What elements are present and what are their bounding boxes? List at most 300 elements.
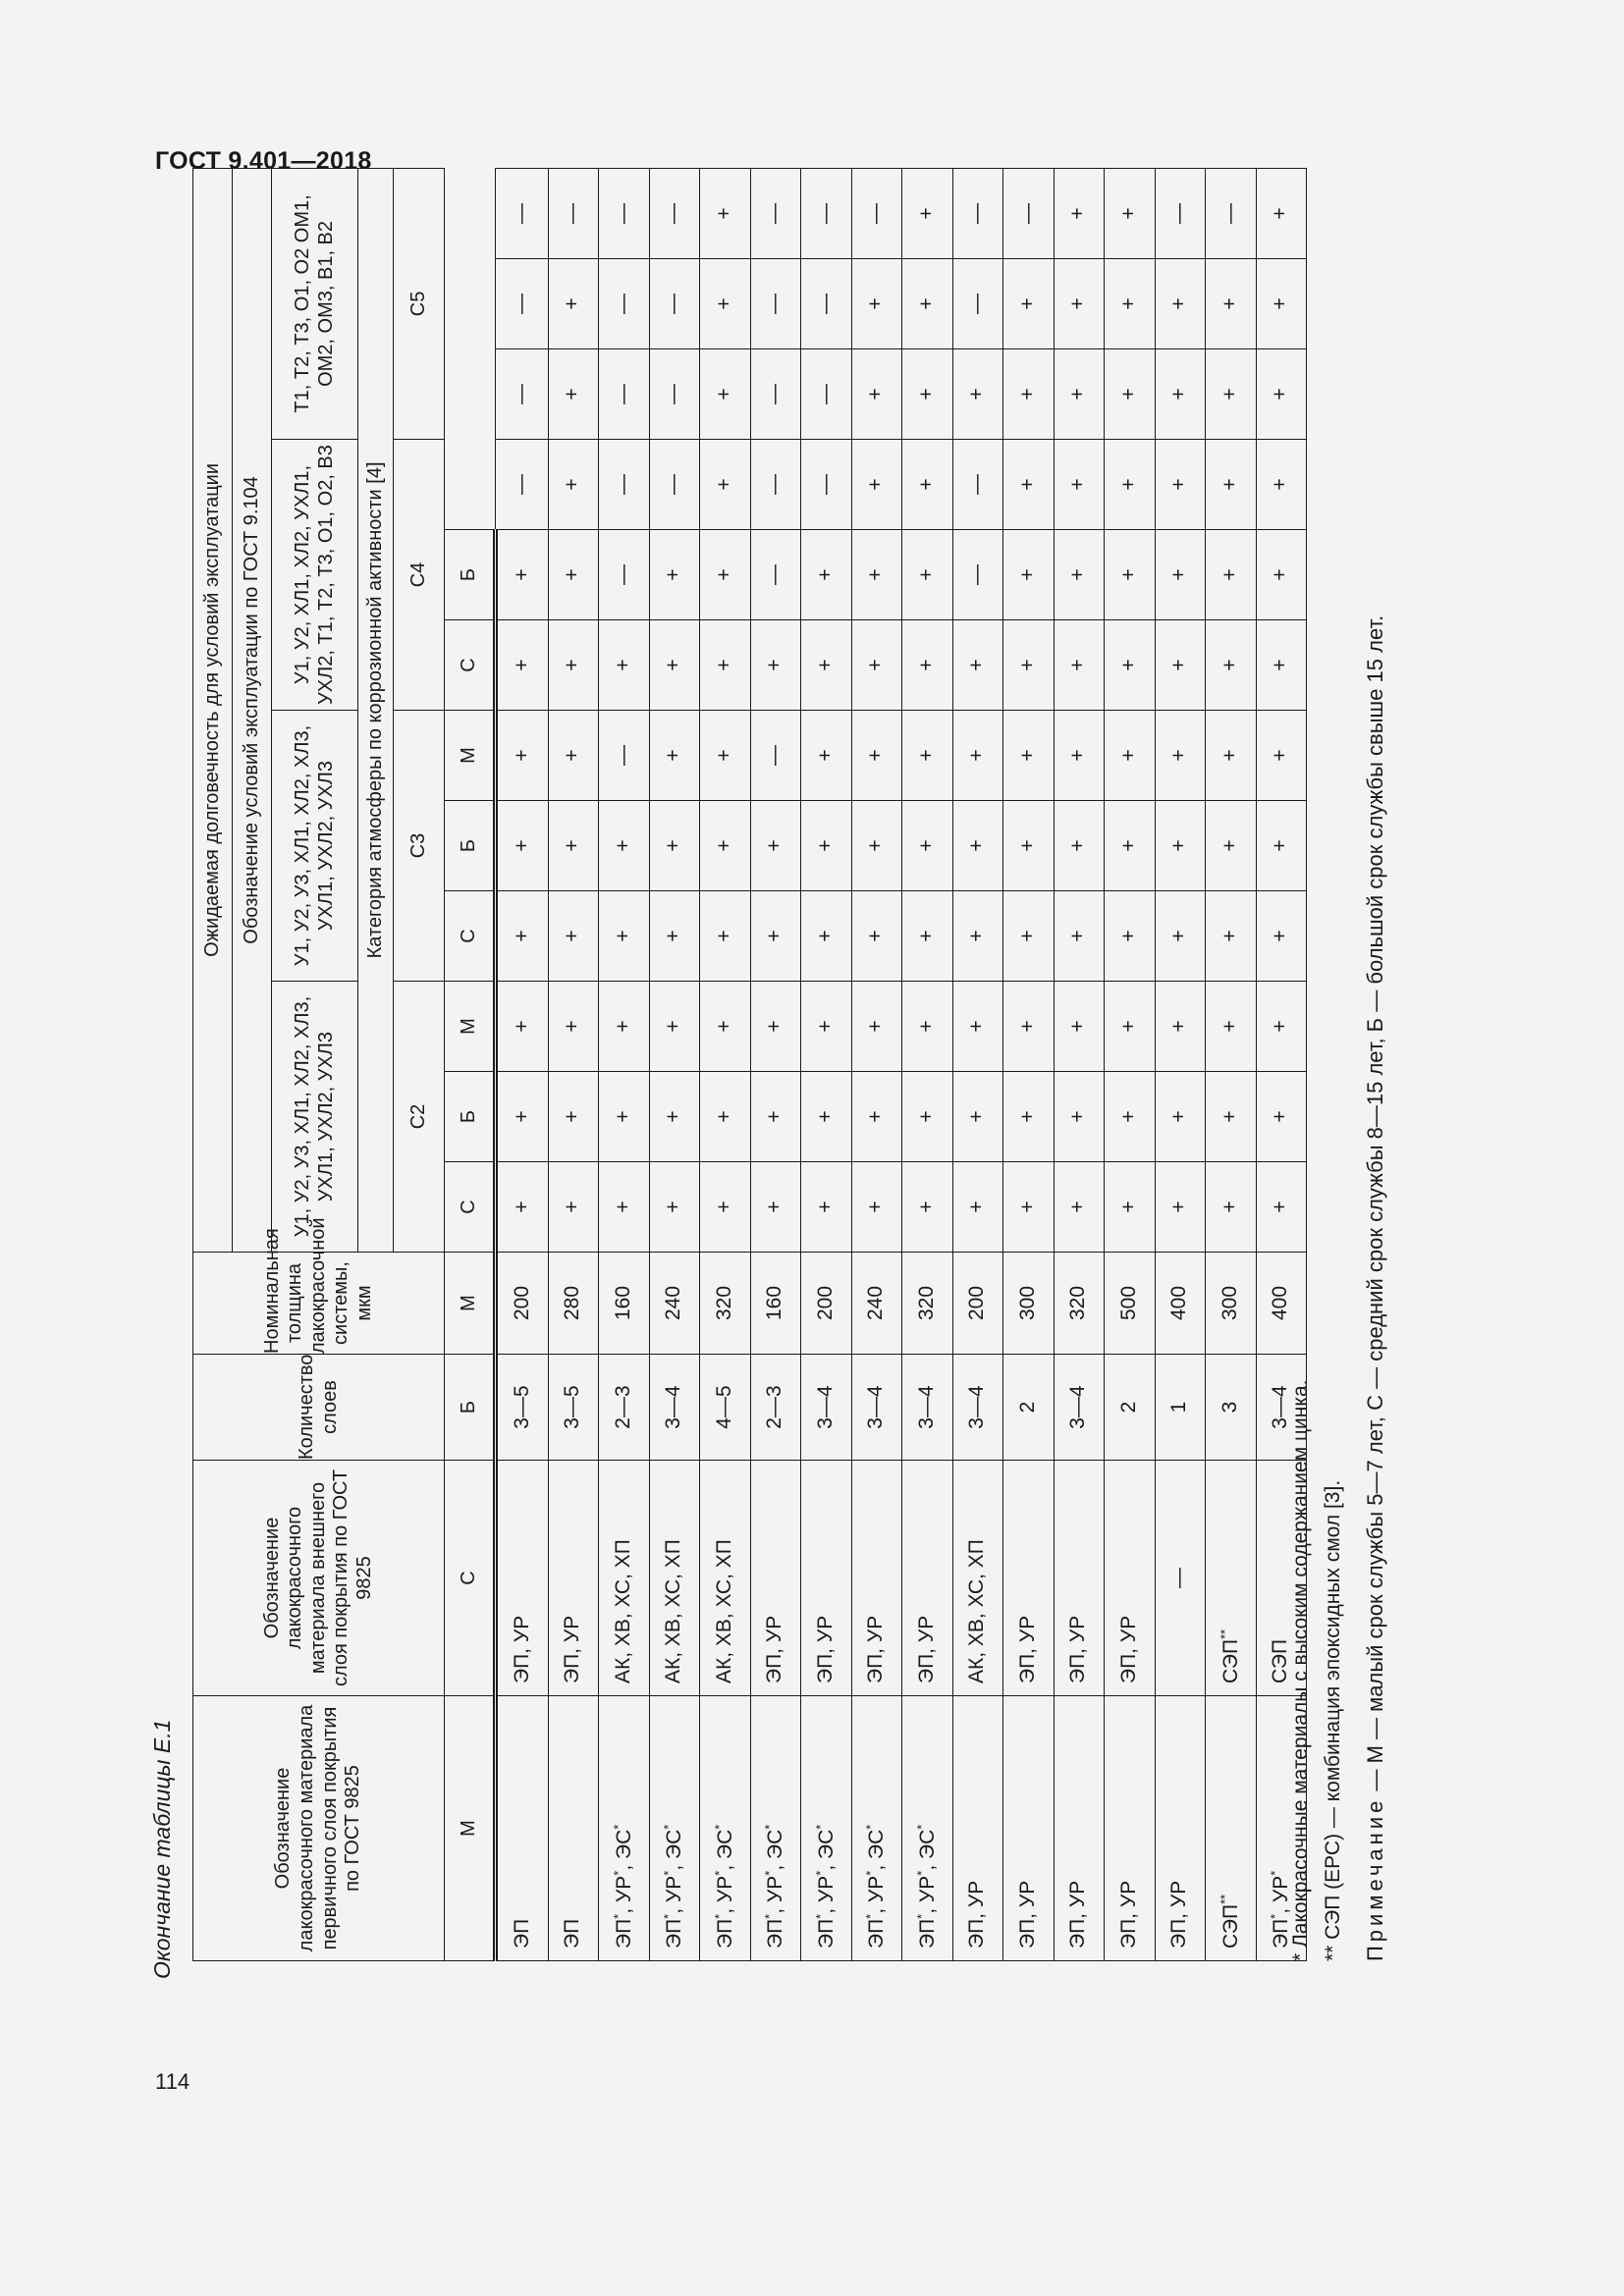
rating-cell: — [952,259,1003,349]
rating-cell: — [952,530,1003,620]
table-row [649,168,700,1960]
topcoat-cell: ЭП, УР [1003,1461,1055,1696]
rating-cell: + [548,259,599,349]
header-term: Б [445,1072,496,1162]
layers-cell: 3—4 [649,1355,700,1461]
rating-cell: + [1155,801,1206,891]
rating-cell: + [649,711,700,801]
rating-cell: + [1256,349,1307,440]
rating-cell: + [1054,168,1105,258]
rating-cell: + [801,1162,852,1253]
rating-cell: — [599,259,650,349]
rating-cell: + [1206,982,1257,1072]
rating-cell: + [649,982,700,1072]
rating-cell: + [548,801,599,891]
primer-cell: ЭП*, УР*, ЭС* [801,1696,852,1961]
header-cat-c2: С2 [394,982,445,1253]
rating-cell: + [496,620,549,711]
rating-cell: + [1155,530,1206,620]
rating-cell: + [801,982,852,1072]
header-term: С [445,1162,496,1253]
rating-cell: + [750,801,801,891]
primer-cell: ЭП*, УР*, ЭС* [700,1696,751,1961]
rating-cell: + [1105,620,1156,711]
rating-cell: + [496,530,549,620]
topcoat-cell: АК, ХВ, ХС, ХП [952,1461,1003,1696]
rating-cell: — [750,711,801,801]
thickness-cell: 320 [700,1253,751,1355]
rating-cell: + [952,801,1003,891]
primer-cell: ЭП [548,1696,599,1961]
rating-cell: + [902,349,953,440]
primer-cell: ЭП, УР [1054,1696,1105,1961]
topcoat-cell: ЭП, УР [801,1461,852,1696]
primer-cell: ЭП*, УР*, ЭС* [750,1696,801,1961]
topcoat-cell: АК, ХВ, ХС, ХП [599,1461,650,1696]
rating-cell: + [599,801,650,891]
page-number: 114 [155,2069,190,2094]
rating-cell: + [1054,891,1105,982]
rating-cell: — [952,440,1003,530]
rating-cell: + [902,168,953,258]
rating-cell: — [599,711,650,801]
rating-cell: + [1206,801,1257,891]
rating-cell: + [851,530,902,620]
rating-cell: + [801,891,852,982]
rating-cell: + [750,891,801,982]
topcoat-cell: СЭП** [1206,1461,1257,1696]
rating-cell: — [496,259,549,349]
rating-cell: + [1155,620,1206,711]
rating-cell: + [649,1162,700,1253]
rating-cell: + [700,801,751,891]
rating-cell: + [1256,1072,1307,1162]
rating-cell: + [1206,891,1257,982]
header-thickness: Номинальная толщина лакокрасочной системы, мкм [193,1253,445,1355]
rating-cell: — [801,440,852,530]
rating-cell: + [1155,982,1206,1072]
rating-cell: — [649,168,700,258]
rating-cell: + [1206,1162,1257,1253]
rating-cell: + [902,891,953,982]
rating-cell: + [700,620,751,711]
rating-cell: — [952,168,1003,258]
layers-cell: 1 [1155,1355,1206,1461]
rating-cell: — [496,349,549,440]
layers-cell: 3—4 [1054,1355,1105,1461]
table-row [599,168,650,1960]
rating-cell: + [1003,1162,1055,1253]
rating-cell: + [902,982,953,1072]
table-row [496,168,549,1960]
topcoat-cell: ЭП, УР [1105,1461,1156,1696]
rating-cell: + [1206,259,1257,349]
header-term: Б [445,530,496,620]
table-row [1105,168,1156,1960]
rating-cell: + [1155,891,1206,982]
rating-cell: + [599,1072,650,1162]
rating-cell: + [902,1162,953,1253]
rating-cell: + [952,982,1003,1072]
header-primer: Обозначение лакокрасочного материала первичного слоя покрытия по ГОСТ 9825 [193,1696,445,1961]
thickness-cell: 200 [496,1253,549,1355]
rating-cell: — [801,349,852,440]
primer-cell: ЭП [496,1696,549,1961]
rating-cell: + [952,711,1003,801]
header-term: М [445,982,496,1072]
header-cat-c3: С3 [394,711,445,982]
rating-cell: + [649,891,700,982]
primer-cell: ЭП*, УР*, ЭС* [902,1696,953,1961]
header-terms-row [445,168,496,1960]
rating-cell: + [548,440,599,530]
thickness-cell: 200 [952,1253,1003,1355]
rating-cell: — [750,530,801,620]
rating-cell: + [1105,440,1156,530]
layers-cell: 3 [1206,1355,1257,1461]
rating-cell: + [902,440,953,530]
rating-cell: — [1206,168,1257,258]
layers-cell: 3—4 [902,1355,953,1461]
header-term: С [445,891,496,982]
topcoat-cell: СЭП [1256,1461,1307,1696]
rating-cell: + [952,891,1003,982]
rating-cell: + [1256,711,1307,801]
thickness-cell: 280 [548,1253,599,1355]
rating-cell: + [851,440,902,530]
rating-cell: + [750,982,801,1072]
rating-cell: + [750,620,801,711]
rating-cell: + [1054,440,1105,530]
rating-cell: + [952,1072,1003,1162]
thickness-cell: 320 [902,1253,953,1355]
rating-cell: + [649,620,700,711]
table-row [548,168,599,1960]
rating-cell: + [1256,891,1307,982]
rating-cell: + [1155,1162,1206,1253]
rating-cell: + [1054,530,1105,620]
header-term: М [445,1253,496,1355]
header-cond-c4: У1, У2, ХЛ1, ХЛ2, УХЛ1, УХЛ2, Т1, Т2, Т3, О1, О2, В3 [272,440,358,711]
header-category: Категория атмосферы по коррозионной активности [4] [358,168,394,1252]
rating-cell: + [649,801,700,891]
durability-table [192,168,1307,1961]
rating-cell: + [952,1162,1003,1253]
rating-cell: + [851,349,902,440]
rating-cell: + [1155,711,1206,801]
rating-cell: — [496,440,549,530]
rating-cell: + [1054,1162,1105,1253]
rating-cell: + [1105,982,1156,1072]
topcoat-cell: ЭП, УР [902,1461,953,1696]
rating-cell: + [1054,982,1105,1072]
rating-cell: + [1256,168,1307,258]
thickness-cell: 240 [851,1253,902,1355]
primer-cell: СЭП** [1206,1696,1257,1961]
header-term: С [445,1461,496,1696]
rating-cell: — [599,440,650,530]
rating-cell: + [902,801,953,891]
rating-cell: + [1105,530,1156,620]
rating-cell: + [1206,620,1257,711]
layers-cell: 3—4 [1256,1355,1307,1461]
thickness-cell: 300 [1003,1253,1055,1355]
rating-cell: + [548,349,599,440]
topcoat-cell: — [1155,1461,1206,1696]
table-row [952,168,1003,1960]
topcoat-cell: АК, ХВ, ХС, ХП [649,1461,700,1696]
rating-cell: + [902,259,953,349]
rating-cell: + [851,1072,902,1162]
rating-cell: + [496,711,549,801]
rating-cell: + [1054,1072,1105,1162]
rating-cell: + [1003,1072,1055,1162]
rating-cell: + [1206,349,1257,440]
rating-cell: — [750,168,801,258]
rating-cell: + [1003,711,1055,801]
rating-cell: + [548,982,599,1072]
rating-cell: + [1256,982,1307,1072]
rating-cell: + [1256,801,1307,891]
primer-cell: ЭП*, УР* [1256,1696,1307,1961]
table-row [1003,168,1055,1960]
rating-cell: + [1003,891,1055,982]
layers-cell: 2 [1003,1355,1055,1461]
topcoat-cell: АК, ХВ, ХС, ХП [700,1461,751,1696]
rating-cell: + [1155,349,1206,440]
rating-cell: + [1054,620,1105,711]
rating-cell: + [548,1072,599,1162]
rating-cell: — [851,168,902,258]
rating-cell: + [700,891,751,982]
rating-cell: + [851,801,902,891]
rating-cell: + [700,440,751,530]
rating-cell: + [599,1162,650,1253]
rating-cell: + [1003,620,1055,711]
rating-cell: + [1054,259,1105,349]
rating-cell: + [1054,801,1105,891]
primer-cell: ЭП*, УР*, ЭС* [851,1696,902,1961]
rating-cell: — [599,349,650,440]
rating-cell: + [1003,349,1055,440]
thickness-cell: 200 [801,1253,852,1355]
header-cat-c5: С5 [394,168,445,439]
topcoat-cell: ЭП, УР [851,1461,902,1696]
header-cat-c4: С4 [394,440,445,711]
header-layers: Количество слоев [193,1355,445,1461]
rating-cell: + [902,530,953,620]
rating-cell: + [1256,259,1307,349]
rating-cell: + [801,620,852,711]
rating-cell: + [700,711,751,801]
rating-cell: + [851,259,902,349]
layers-cell: 2 [1105,1355,1156,1461]
layers-cell: 3—4 [851,1355,902,1461]
primer-cell: ЭП, УР [1155,1696,1206,1961]
rating-cell: + [1105,801,1156,891]
rating-cell: + [801,1072,852,1162]
rating-cell: + [599,891,650,982]
rating-cell: + [1256,440,1307,530]
rating-cell: + [801,711,852,801]
rating-cell: + [599,982,650,1072]
rating-cell: + [902,620,953,711]
rating-cell: + [1256,620,1307,711]
table-row [1206,168,1257,1960]
rating-cell: + [750,1072,801,1162]
thickness-cell: 400 [1155,1253,1206,1355]
layers-cell: 3—5 [548,1355,599,1461]
note-text: — М — малый срок службы 5—7 лет, С — средний срок службы 8—15 лет, Б — большой срок службы свыше 15 лет. [1363,614,1387,1797]
header-conditions: Обозначение условий эксплуатации по ГОСТ 9.104 [233,168,272,1252]
rating-cell: + [952,349,1003,440]
rating-cell: + [1206,711,1257,801]
rating-cell: + [750,1162,801,1253]
thickness-cell: 400 [1256,1253,1307,1355]
note-label: Примечание [1363,1796,1387,1961]
rating-cell: + [1105,711,1156,801]
rating-cell: + [1054,711,1105,801]
rating-cell: + [599,620,650,711]
rating-cell: + [1155,259,1206,349]
rating-cell: + [851,982,902,1072]
rating-cell: + [700,259,751,349]
table-row [851,168,902,1960]
rating-cell: + [496,1072,549,1162]
rating-cell: + [902,1072,953,1162]
rating-cell: + [1206,530,1257,620]
rating-cell: — [1155,168,1206,258]
thickness-cell: 160 [750,1253,801,1355]
primer-cell: ЭП, УР [1003,1696,1055,1961]
rating-cell: + [1054,349,1105,440]
rating-cell: + [548,891,599,982]
thickness-cell: 160 [599,1253,650,1355]
rating-cell: + [1105,168,1156,258]
thickness-cell: 240 [649,1253,700,1355]
rating-cell: + [700,982,751,1072]
rating-cell: + [1206,1072,1257,1162]
rating-cell: + [1003,530,1055,620]
rating-cell: + [700,1072,751,1162]
footnote-sep: ** СЭП (ЕРС) — комбинация эпоксидных смол [3]. [1322,1479,1344,1961]
layers-cell: 2—3 [750,1355,801,1461]
header-durability: Ожидаемая долговечность для условий эксплуатации [193,168,233,1252]
table-row [902,168,953,1960]
rating-cell: + [700,168,751,258]
rating-cell: + [851,1162,902,1253]
rating-cell: + [496,1162,549,1253]
rating-cell: + [548,620,599,711]
header-cond-c2: У1, У2, У3, ХЛ1, ХЛ2, ХЛ3, УХЛ1, УХЛ2, УХЛ3 [272,982,358,1253]
header-term: С [445,620,496,711]
topcoat-cell: ЭП, УР [496,1461,549,1696]
rating-cell: + [1105,349,1156,440]
table-caption: Окончание таблицы Е.1 [149,1719,175,1979]
header-term: Б [445,1355,496,1461]
rating-cell: + [1105,259,1156,349]
rating-cell: + [1003,440,1055,530]
rating-cell: — [548,168,599,258]
header-cond-c3: У1, У2, У3, ХЛ1, ХЛ2, ХЛ3, УХЛ1, УХЛ2, УХЛ3 [272,711,358,982]
rotated-table-block [149,169,1432,1979]
layers-cell: 3—4 [952,1355,1003,1461]
rating-cell: — [750,349,801,440]
rating-cell: + [801,530,852,620]
rating-cell: + [1003,982,1055,1072]
topcoat-cell: ЭП, УР [548,1461,599,1696]
rating-cell: — [599,530,650,620]
rating-cell: + [548,711,599,801]
rating-cell: + [1105,1162,1156,1253]
rating-cell: + [851,711,902,801]
rating-cell: — [649,349,700,440]
table-row [1054,168,1105,1960]
rating-cell: + [851,891,902,982]
header-cond-c5: Т1, Т2, Т3, О1, О2 ОМ1, ОМ2, ОМ3, В1, В2 [272,168,358,439]
layers-cell: 4—5 [700,1355,751,1461]
header-term: М [445,711,496,801]
rating-cell: + [496,982,549,1072]
rating-cell: + [700,1162,751,1253]
layers-cell: 2—3 [599,1355,650,1461]
rating-cell: + [548,530,599,620]
rating-cell: + [1206,440,1257,530]
rating-cell: + [700,530,751,620]
rating-cell: + [952,620,1003,711]
topcoat-cell: ЭП, УР [750,1461,801,1696]
thickness-cell: 320 [1054,1253,1105,1355]
rating-cell: + [1155,1072,1206,1162]
layers-cell: 3—5 [496,1355,549,1461]
thickness-cell: 300 [1206,1253,1257,1355]
rating-cell: + [801,801,852,891]
rating-cell: — [649,440,700,530]
rating-cell: + [1105,1072,1156,1162]
table-notes [1284,615,1391,1961]
rating-cell: + [1003,259,1055,349]
rating-cell: + [1256,1162,1307,1253]
rating-cell: — [801,168,852,258]
rating-cell: + [851,620,902,711]
primer-cell: ЭП*, УР*, ЭС* [649,1696,700,1961]
layers-cell: 3—4 [801,1355,852,1461]
rating-cell: + [1105,891,1156,982]
rating-cell: + [548,1162,599,1253]
rating-cell: — [1003,168,1055,258]
table-row [801,168,852,1960]
rating-cell: + [1155,440,1206,530]
rating-cell: + [649,1072,700,1162]
header-topcoat: Обозначение лакокрасочного материала внешнего слоя покрытия по ГОСТ 9825 [193,1461,445,1696]
rating-cell: + [496,801,549,891]
rating-cell: + [649,530,700,620]
rating-cell: + [1256,530,1307,620]
table-row [750,168,801,1960]
table-row [700,168,751,1960]
rating-cell: — [649,259,700,349]
footnote-zinc: * Лакокрасочные материалы с высоким содержанием цинка. [1289,1379,1312,1961]
rating-cell: + [902,711,953,801]
rating-cell: — [750,259,801,349]
table-row [1155,168,1206,1960]
rating-cell: + [700,349,751,440]
primer-cell: ЭП*, УР*, ЭС* [599,1696,650,1961]
topcoat-cell: ЭП, УР [1054,1461,1105,1696]
document-code: ГОСТ 9.401—2018 [155,147,372,175]
rating-cell: + [496,891,549,982]
rating-cell: — [750,440,801,530]
